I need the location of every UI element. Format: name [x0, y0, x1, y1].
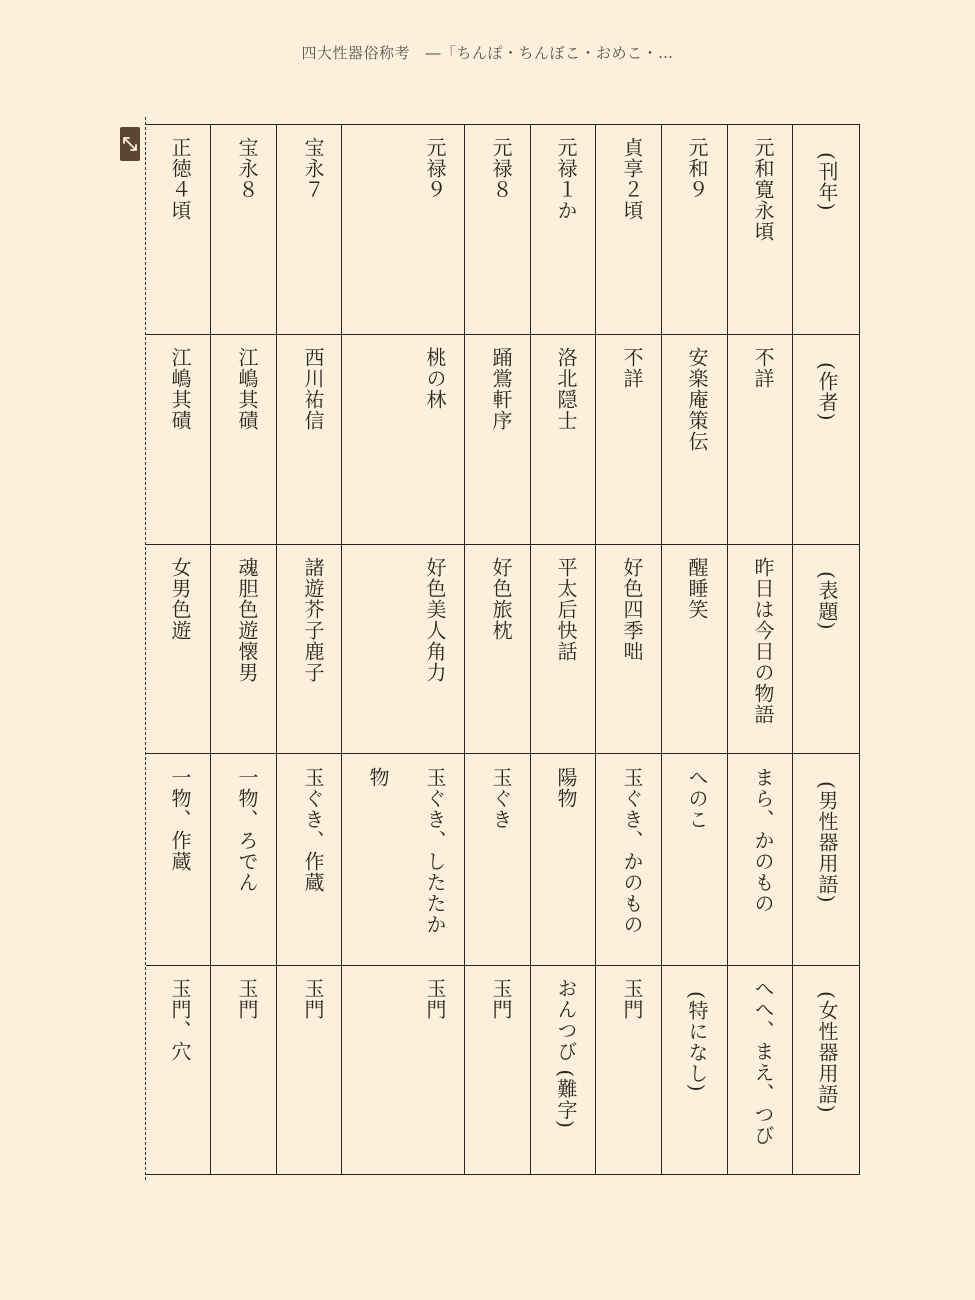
cell-male-term: 玉ぐき、したたか — [423, 767, 447, 935]
cell-title: 平太后快話 — [554, 557, 578, 662]
cell-title: 好色美人角力 — [423, 557, 447, 683]
cell-title: 好色旅枕 — [489, 557, 513, 641]
cell-year: 元和寛永頃 — [751, 137, 775, 242]
cell-female-term: へへ、まえ、つび — [751, 978, 775, 1146]
cell-year: 元禄９ — [423, 137, 447, 200]
column-divider — [210, 125, 211, 1174]
cell-male-term: へのこ — [685, 767, 709, 830]
cell-male-term: 玉ぐき、かのもの — [620, 767, 644, 935]
cell-author: 不詳 — [620, 347, 644, 389]
band-divider — [146, 334, 859, 335]
column-divider — [595, 125, 596, 1174]
cell-author: 江嶋其磧 — [168, 347, 192, 431]
cell-year: 正徳４頃 — [168, 137, 192, 221]
cell-author: 不詳 — [751, 347, 775, 389]
cell-male-term: 玉ぐき — [489, 767, 513, 830]
vertical-table — [146, 124, 860, 1175]
cell-author: 西川祐信 — [301, 347, 325, 431]
running-head: 四大性器俗称考 ―「ちんぽ・ちんぼこ・おめこ・… — [301, 44, 674, 62]
cell-author: 江嶋其磧 — [235, 347, 259, 431]
header-title: (表題) — [815, 571, 839, 631]
cell-author: 洛北隠士 — [554, 347, 578, 431]
cell-male-term: まら、かのもの — [751, 767, 775, 914]
column-divider — [530, 125, 531, 1174]
cell-title: 諸遊芥子鹿子 — [301, 557, 325, 683]
cell-year: 元和９ — [685, 137, 709, 200]
column-divider — [727, 125, 728, 1174]
cell-male-term-continued: 物 — [366, 767, 390, 788]
cell-male-term: 玉ぐき、作蔵 — [301, 767, 325, 893]
cell-female-term: (特になし) — [685, 991, 709, 1093]
cell-female-term: 玉門 — [301, 978, 325, 1020]
column-divider — [661, 125, 662, 1174]
column-divider — [276, 125, 277, 1174]
column-divider — [464, 125, 465, 1174]
cell-year: 貞享２頃 — [620, 137, 644, 221]
header-male-term: (男性器用語) — [815, 781, 839, 904]
cell-female-term: 玉門 — [620, 978, 644, 1020]
column-divider — [792, 125, 793, 1174]
cell-title: 魂胆色遊懐男 — [235, 557, 259, 683]
cell-title: 昨日は今日の物語 — [751, 557, 775, 725]
cell-female-term: 玉門、穴 — [168, 978, 192, 1062]
expand-button[interactable] — [120, 127, 140, 161]
cell-author: 桃の林 — [423, 347, 447, 410]
cell-title: 醒睡笑 — [685, 557, 709, 620]
header-author: (作者) — [815, 362, 839, 422]
cell-title: 女男色遊 — [168, 557, 192, 641]
cell-author: 踊鴬軒序 — [489, 347, 513, 431]
cell-year: 元禄１か — [554, 137, 578, 221]
header-female-term: (女性器用語) — [815, 991, 839, 1114]
cell-female-term: 玉門 — [423, 978, 447, 1020]
expand-arrows-icon — [122, 136, 138, 152]
band-divider — [146, 965, 859, 966]
header-year: (刊年) — [815, 152, 839, 212]
cell-year: 元禄８ — [489, 137, 513, 200]
column-divider — [341, 125, 342, 1174]
band-divider — [146, 753, 859, 754]
cell-year: 宝永７ — [301, 137, 325, 200]
cell-male-term: 一物、作蔵 — [168, 767, 192, 872]
cell-female-term: おんつび (難字) — [554, 978, 578, 1129]
cell-male-term: 陽物 — [554, 767, 578, 809]
cell-author: 安楽庵策伝 — [685, 347, 709, 452]
cell-female-term: 玉門 — [235, 978, 259, 1020]
cell-title: 好色四季咄 — [620, 557, 644, 662]
cell-male-term: 一物、ろでん — [235, 767, 259, 893]
cell-year: 宝永８ — [235, 137, 259, 200]
cell-female-term: 玉門 — [489, 978, 513, 1020]
band-divider — [146, 544, 859, 545]
